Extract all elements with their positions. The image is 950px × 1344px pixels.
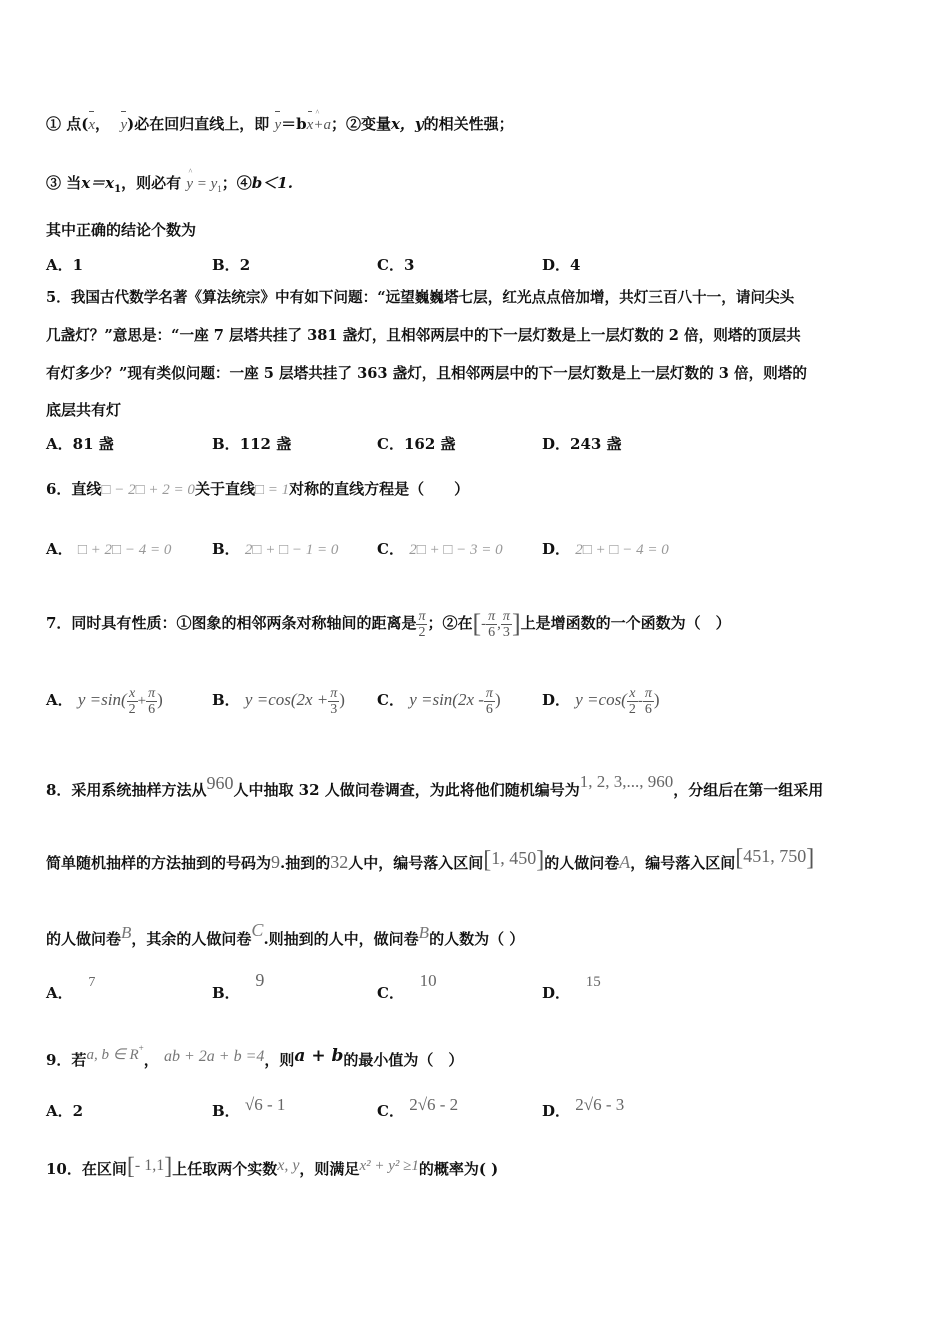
statement-1-2 xyxy=(46,114,910,135)
q9-plus-sup: + xyxy=(138,1043,144,1053)
q8-qa: A xyxy=(619,852,631,872)
option-frac-pi xyxy=(328,686,339,717)
q6-option-b[interactable] xyxy=(212,538,338,559)
eq-y: y xyxy=(274,117,282,133)
q4-option-d[interactable] xyxy=(542,254,580,275)
q6-option-a[interactable] xyxy=(46,538,171,559)
q7-prefix: 7．同时具有性质：①图象的相邻两条对称轴间的距离是 xyxy=(46,614,417,632)
q9-option-d[interactable] xyxy=(542,1094,625,1120)
q8-option-b[interactable] xyxy=(212,970,265,1002)
interval-value: 1, 450 xyxy=(491,848,537,868)
q10-p1: 10．在区间 xyxy=(46,1160,127,1178)
option-op: - xyxy=(637,693,643,709)
frac-den: 2 xyxy=(418,624,426,640)
q9-p2: ，则 xyxy=(264,1051,295,1069)
option-value: 2√6 - 3 xyxy=(575,1095,625,1114)
q8-n32: 32 xyxy=(330,852,349,872)
stmt-a-vars: x，y xyxy=(390,115,424,133)
option-label: C． xyxy=(377,435,404,453)
q4-option-a[interactable] xyxy=(46,254,83,275)
q5-option-d[interactable] xyxy=(542,433,622,454)
stmt-b-expr: ^ y = y xyxy=(186,174,217,194)
q8-line-1 xyxy=(46,772,910,800)
q6-question xyxy=(46,479,910,500)
option-label: D． xyxy=(542,435,571,453)
q7-frac-pi-2 xyxy=(416,609,427,640)
option-value: 10 xyxy=(419,971,437,990)
q4-option-c[interactable] xyxy=(377,254,414,275)
x-bar: x xyxy=(88,117,95,133)
option-value: 243 盏 xyxy=(570,435,622,453)
q8-p12: 的人数为（ ） xyxy=(429,930,525,948)
q6-option-d[interactable] xyxy=(542,538,669,559)
q7-suffix: 上是增函数的一个函数为（ ） xyxy=(520,614,731,632)
stmt-a-text2: )必在回归直线上，即 xyxy=(127,115,270,133)
option-op: + xyxy=(137,693,147,709)
frac-num: π xyxy=(502,608,510,624)
q8-line-3 xyxy=(46,920,910,949)
option-value: √6 - 1 xyxy=(244,1095,286,1114)
stmt-b-cond2: b＜1. xyxy=(251,174,293,192)
option-label: C． xyxy=(377,984,404,1002)
stmt-a-text4: 的相关性强； xyxy=(423,115,514,133)
frac-den: 3 xyxy=(502,624,510,640)
frac-den: 6 xyxy=(485,701,493,717)
stmt-a-text3: ；②变量 xyxy=(330,115,391,133)
q10-interval: [- 1,1] xyxy=(126,1153,173,1180)
q8-n9: 9 xyxy=(271,852,281,872)
option-value: 2□ + □ − 1 = 0 xyxy=(244,542,339,558)
q6-axis-eq: □ = 1 xyxy=(254,482,290,498)
option-value: □ + 2□ − 4 = 0 xyxy=(77,542,172,558)
option-label: B． xyxy=(212,435,240,453)
q7-mid: ；②在 xyxy=(427,614,473,632)
q8-p9: 的人做问卷 xyxy=(46,930,122,948)
q5-option-a[interactable] xyxy=(46,433,114,454)
q8-p6: 人中，编号落入区间 xyxy=(348,854,484,872)
q9-eq: ab + 2a + b =4 xyxy=(164,1048,265,1065)
q8-int1: [1, 450] xyxy=(483,846,545,873)
q7-frac-pi-3 xyxy=(501,609,512,640)
q10-p2: 上任取两个实数 xyxy=(172,1160,278,1178)
q8-p1: 8．采用系统抽样方法从 xyxy=(46,781,207,799)
q7-neg: - xyxy=(481,616,487,632)
q5-option-b[interactable] xyxy=(212,433,291,454)
frac-num: x xyxy=(127,686,138,702)
q7-question: 7．同时具有性质：①图象的相邻两条对称轴间的距离是 $\frac{\pi}{2}$ ；②在[- $\frac{\pi}{6}$ , $\frac{\pi}{3}$ ]上是增函数的一个函数为（ ） xyxy=(46,608,731,640)
option-value: 112 盏 xyxy=(239,435,292,453)
stmt-a-text1: ① 点( xyxy=(46,115,89,133)
option-label: D． xyxy=(542,256,571,274)
q10-question xyxy=(46,1153,910,1180)
option-label: D． xyxy=(542,984,571,1002)
q8-p8: ，编号落入区间 xyxy=(630,854,736,872)
frac-num: π xyxy=(488,608,496,624)
option-label: A． xyxy=(46,1102,73,1120)
q8-n960: 960 xyxy=(206,773,234,793)
q10-cond: x² + y² ≥1 xyxy=(359,1158,419,1174)
q8-qb: B xyxy=(121,923,132,942)
q8-qc: C xyxy=(251,920,264,940)
option-label: C． xyxy=(377,540,404,558)
q9-cond: a, b ∈ R xyxy=(86,1047,139,1063)
option-label: B． xyxy=(212,1102,240,1120)
q10-p4: 的概率为( ) xyxy=(418,1160,499,1178)
interval-close: ] xyxy=(511,609,521,638)
option-label: C． xyxy=(377,256,404,274)
interval-value: 451, 750 xyxy=(743,846,807,866)
eq-mid: ＝b xyxy=(281,115,307,133)
q8-p10: ，其余的人做问卷 xyxy=(131,930,252,948)
option-frac-x xyxy=(627,686,638,717)
q6-line-eq: □ − 2□ + 2 = 0 xyxy=(101,482,195,498)
interval-value: - 1,1 xyxy=(134,1157,165,1174)
q9-p3: 的最小值为（ ） xyxy=(343,1051,464,1069)
q7-option-c[interactable] xyxy=(377,680,501,720)
option-pre: y =sin(2x - xyxy=(409,690,484,709)
stmt-b-cond: x＝x xyxy=(81,174,115,192)
q6-mid: 关于直线 xyxy=(194,480,255,498)
q9-option-b[interactable] xyxy=(212,1094,286,1120)
q9-question xyxy=(46,1038,910,1070)
q10-p3: ，则满足 xyxy=(299,1160,360,1178)
option-pre: y =cos( xyxy=(575,690,627,709)
option-post: ) xyxy=(494,690,501,709)
frac-num: π xyxy=(485,685,493,701)
q5-line-1: 5．我国古代数学名著《算法统宗》中有如下问题：“远望巍巍塔七层，红光点点倍加增，共灯三百八十一，请问尖头 xyxy=(46,289,795,306)
option-value: 2 xyxy=(239,256,251,274)
option-post: ) xyxy=(157,690,163,709)
q5-option-c[interactable] xyxy=(377,433,456,454)
option-value: 81 盏 xyxy=(72,435,114,453)
q10-vars: x, y xyxy=(277,1157,300,1174)
frac-num: π xyxy=(148,685,156,701)
q9-p1: 9．若 xyxy=(46,1051,87,1069)
q8-p11: .则抽到的人中，做问卷 xyxy=(263,930,419,948)
option-value: 3 xyxy=(403,256,415,274)
q9-expr: a + b xyxy=(294,1046,344,1066)
option-pre: y =cos(2x + xyxy=(244,690,329,709)
q9-option-c[interactable] xyxy=(377,1094,459,1120)
option-value: 9 xyxy=(255,970,265,990)
option-value: 15 xyxy=(585,974,601,990)
option-label: A． xyxy=(46,540,73,558)
q7-frac-pi-6 xyxy=(486,609,497,640)
option-label: C． xyxy=(377,1102,404,1120)
frac-den: 2 xyxy=(628,701,636,717)
q4-option-b[interactable] xyxy=(212,254,250,275)
q8-qb2: B xyxy=(418,923,430,942)
option-label: B． xyxy=(212,691,240,709)
option-label: D． xyxy=(542,1102,571,1120)
frac-num: x xyxy=(627,686,638,702)
option-label: A． xyxy=(46,984,73,1002)
q8-p7: 的人做问卷 xyxy=(544,854,620,872)
option-label: D． xyxy=(542,540,571,558)
frac-den: 2 xyxy=(128,701,136,717)
q4-tail: 其中正确的结论个数为 xyxy=(46,221,197,239)
option-frac-x xyxy=(127,686,138,717)
q7-option-d[interactable] xyxy=(542,680,660,721)
q8-option-c[interactable] xyxy=(377,970,437,1002)
q9-sep: ， xyxy=(143,1051,159,1069)
q9-option-a[interactable] xyxy=(46,1094,84,1120)
q8-option-a[interactable] xyxy=(46,970,96,1002)
option-frac-pi xyxy=(643,686,654,717)
option-frac-pi xyxy=(146,686,157,717)
option-value: 7 xyxy=(88,975,96,990)
q8-p5: .抽到的 xyxy=(280,854,331,872)
interval-open: [ xyxy=(472,609,482,638)
q6-option-c[interactable] xyxy=(377,538,503,559)
q7-option-b[interactable] xyxy=(212,680,345,720)
q8-p2: 人中抽取 32 人做问卷调查，为此将他们随机编号为 xyxy=(233,781,580,799)
stmt-b-sub2: 1 xyxy=(217,184,222,194)
option-label: B． xyxy=(212,256,240,274)
option-value: 4 xyxy=(570,256,581,274)
option-value: 2√6 - 2 xyxy=(409,1095,459,1114)
option-label: B． xyxy=(212,540,240,558)
q5-line-3: 有灯多少？”现有类似问题：一座 5 层塔共挂了 363 盏灯，且相邻两层中的下一层灯数是上一层灯数的 3 倍，则塔的 xyxy=(46,365,807,382)
option-post: ) xyxy=(339,690,345,709)
stmt-b-text2: ，则必有 xyxy=(121,174,182,192)
frac-den: 6 xyxy=(148,701,156,717)
frac-num: π xyxy=(418,608,426,624)
q7-option-a[interactable] xyxy=(46,680,163,721)
frac-den: 6 xyxy=(488,624,496,640)
stmt-b-sub1: 1 xyxy=(114,184,122,195)
eq-plus-a: ^ +a xyxy=(313,115,331,135)
option-label: A． xyxy=(46,256,73,274)
frac-den: 6 xyxy=(644,701,652,717)
frac-num: π xyxy=(330,685,338,701)
q8-p3: ，分组后在第一组采用 xyxy=(673,781,824,799)
option-value: 2 xyxy=(72,1102,84,1120)
stmt-b-text1: ③ 当 xyxy=(46,174,82,192)
q8-seq: 1, 2, 3,..., 960 xyxy=(579,772,674,791)
q5-line-4: 底层共有灯 xyxy=(46,401,122,419)
option-label: A． xyxy=(46,691,73,709)
option-post: ) xyxy=(653,690,660,709)
option-value: 2□ + □ − 3 = 0 xyxy=(409,542,503,558)
stmt-a-sep: ， xyxy=(95,115,111,133)
q8-line-2 xyxy=(46,846,910,873)
q5-line-2: 几盏灯？”意思是：“一座 7 层塔共挂了 381 盏灯，且相邻两层中的下一层灯数是上一层灯数的 2 倍，则塔的顶层共 xyxy=(46,327,801,344)
stmt-b-text3: ；④ xyxy=(221,174,252,192)
option-frac-pi xyxy=(484,686,495,717)
option-value: 2□ + □ − 4 = 0 xyxy=(575,542,669,558)
option-pre: y =sin( xyxy=(77,690,127,709)
option-label: C． xyxy=(377,691,404,709)
option-label: D． xyxy=(542,691,571,709)
option-label: A． xyxy=(46,435,73,453)
q8-option-d[interactable] xyxy=(542,970,601,1002)
q6-suffix: 对称的直线方程是（ ） xyxy=(289,480,470,498)
statement-3-4 xyxy=(46,173,910,200)
q8-p4: 简单随机抽样的方法抽到的号码为 xyxy=(46,854,272,872)
y-bar: y xyxy=(120,117,128,133)
option-label: B． xyxy=(212,984,240,1002)
option-value: 162 盏 xyxy=(403,435,456,453)
frac-den: 3 xyxy=(330,701,338,717)
q8-int2: [451, 750] xyxy=(735,844,815,871)
q6-prefix: 6．直线 xyxy=(46,480,102,498)
frac-num: π xyxy=(644,685,652,701)
eq-x: x xyxy=(306,117,314,133)
option-value: 1 xyxy=(72,256,84,274)
